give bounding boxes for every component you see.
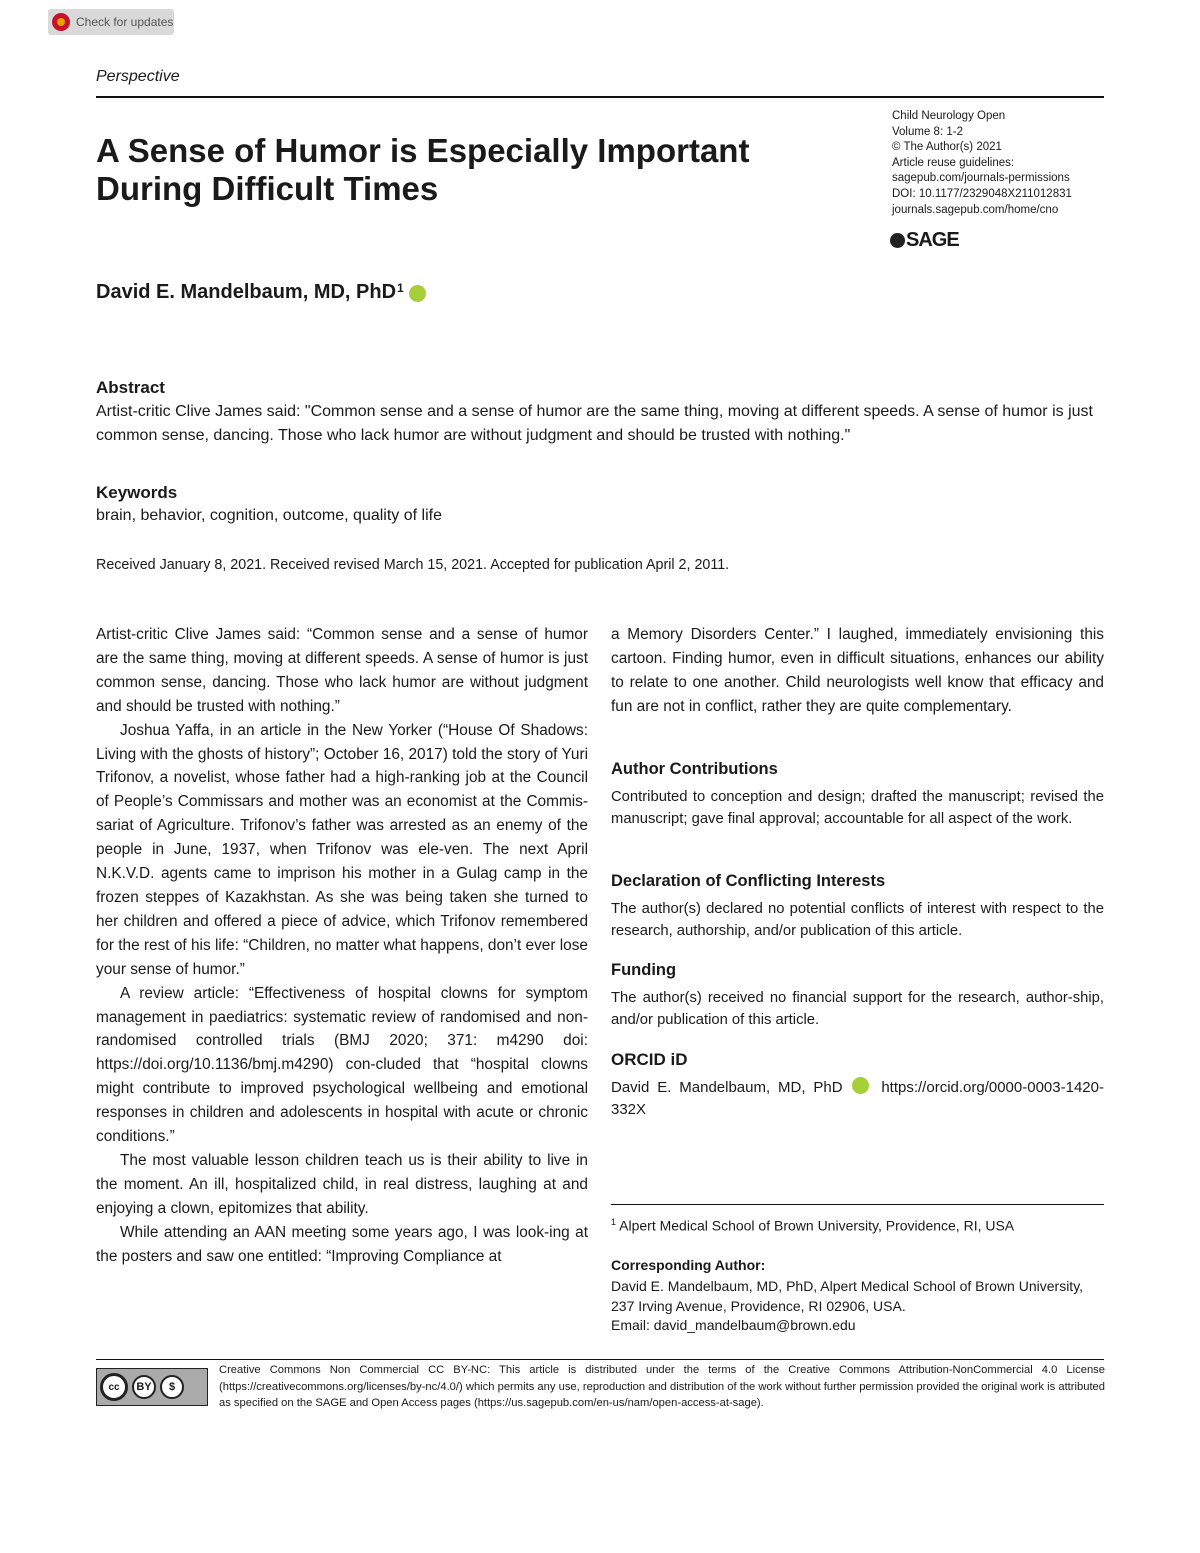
sage-logo (890, 229, 959, 252)
keywords-heading: Keywords (96, 483, 178, 502)
orcid-entry (611, 1077, 1104, 1121)
by-icon: BY (132, 1375, 156, 1399)
check-for-updates-label: Check for updates (76, 15, 174, 29)
journal-name: Child Neurology Open (892, 110, 1006, 122)
body-paragraph: While attending an AAN meeting some years ago, I was look-ing at the posters and saw one entitled: “Improving Compliance at (96, 1223, 588, 1265)
body-left-column (96, 623, 588, 1268)
keywords-text: brain, behavior, cognition, outcome, quality of life (96, 507, 442, 524)
corresponding-line: 237 Irving Avenue, Providence, RI 02906, USA. (611, 1297, 906, 1314)
corresponding-email[interactable]: Email: david_mandelbaum@brown.edu (611, 1317, 856, 1333)
section-label: Perspective (96, 68, 180, 85)
received-dates: Received January 8, 2021. Received revised March 15, 2021. Accepted for publication April 2, 2011. (96, 557, 730, 573)
cc-icon: cc (100, 1373, 128, 1401)
sage-logo-text: SAGE (906, 229, 959, 251)
body-right-column (611, 623, 1104, 719)
corresponding-details (611, 1277, 1111, 1336)
funding-heading: Funding (611, 961, 677, 979)
copyright: © The Author(s) 2021 (892, 141, 1002, 154)
funding-text: The author(s) received no financial support for the research, author-ship, and/or publication of this article. (611, 990, 1104, 1028)
doi[interactable]: DOI: 10.1177/2329048X211012831 (892, 187, 1072, 200)
journal-meta (892, 109, 1112, 218)
article-title: A Sense of Humor is Especially Important During Difficult Times (96, 132, 750, 207)
affiliation-text: Alpert Medical School of Brown University, Providence, RI, USA (619, 1217, 1015, 1234)
header-rule (96, 96, 1104, 98)
body-paragraph: Joshua Yaffa, in an article in the New Yorker (“House Of Shadows: Living with the ghosts of history”; October 16, 2017) told the story of Yuri Trifonov, a novelist, whose father had a high-ranking job at the Council of People’s Commissars and mother was an economist at the Commis-sariat of Agriculture. Trifonov’s father was arrested as an enemy of the people in June, 1937, when Trifonov was ele-ven. The next April N.K.V.D. agents came to imprison his mother in a Gulag camp in the frozen steppes of Kazakhstan. As she was being taken she turned to her children and offered a piece of advice, which Trifonov remembered for the rest of his life: “Children, no matter what happens, don’t ever lose your sense of humor.” (96, 721, 588, 978)
license-text: Creative Commons Non Commercial CC BY-NC: This article is distributed under the terms of the Creative Commons Attribution-NonCommercial 4.0 License (https://creativecommons.org/licenses/by-nc/4.0/) which permits any use, reproduction and distribution of the work without further permission provided the original work is attributed as specified on the SAGE and Open Access pages (https://us.sagepub.com/en-us/nam/open-access-at-sage). (219, 1364, 1105, 1409)
license-rule (96, 1359, 1104, 1360)
body-paragraph: The most valuable lesson children teach us is their ability to live in the moment. An ill, hospitalized child, in real distress, laughing at and enjoying a clown, epitomizes that ability. (96, 1151, 588, 1217)
reuse-link[interactable]: sagepub.com/journals-permissions (892, 172, 1070, 185)
cc-license-badge (96, 1368, 208, 1406)
author-name: David E. Mandelbaum, MD, PhD (96, 281, 397, 303)
nc-icon: $ (160, 1375, 184, 1399)
orcid-icon[interactable] (409, 285, 426, 302)
body-paragraph: a Memory Disorders Center.” I laughed, immediately envisioning this cartoon. Finding humor, even in difficult situations, enhances our ability to relate to one another. Child neurologists well know that efficacy and fun are not in conflict, rather they are quite complementary. (611, 626, 1104, 715)
conflicts-text: The author(s) declared no potential conflicts of interest with respect to the research, authorship, and/or publication of this article. (611, 901, 1104, 939)
check-for-updates-button[interactable] (48, 9, 174, 35)
author-contributions-heading: Author Contributions (611, 760, 778, 778)
corresponding-line: David E. Mandelbaum, MD, PhD, Alpert Medical School of Brown University, (611, 1278, 1084, 1294)
orcid-heading: ORCID iD (611, 1050, 688, 1069)
author-contributions-text: Contributed to conception and design; drafted the manuscript; revised the manuscript; gave final approval; accountable for all aspect of the work. (611, 789, 1104, 827)
orcid-icon[interactable] (852, 1077, 869, 1094)
affiliation-mark: 1 (611, 1217, 617, 1227)
journal-home-link[interactable]: journals.sagepub.com/home/cno (892, 203, 1059, 216)
abstract-heading: Abstract (96, 378, 165, 397)
author-byline (96, 281, 426, 304)
conflicts-heading: Declaration of Conflicting Interests (611, 872, 886, 890)
journal-volume: Volume 8: 1-2 (892, 125, 963, 138)
affiliation-note (611, 1217, 1014, 1234)
corresponding-heading: Corresponding Author: (611, 1257, 766, 1273)
reuse-label: Article reuse guidelines: (892, 156, 1015, 169)
body-paragraph: Artist-critic Clive James said: “Common sense and a sense of humor are the same thing, moving at different speeds. A sense of humor is just common sense, dancing. Those who lack humor are without judgment and should be trusted with nothing.” (96, 626, 588, 715)
abstract-text: Artist-critic Clive James said: "Common sense and a sense of humor are the same thing, moving at different speeds. A sense of humor is just common sense, dancing. Those who lack humor are without judgment and should be trusted with nothing." (96, 403, 1093, 444)
body-paragraph: A review article: “Effectiveness of hospital clowns for symptom management in paediatrics: systematic review of randomised and non-randomised controlled trials (BMJ 2020; 371: m4290 doi: https://doi.org/10.1136/bmj.m4290) con-cluded that “hospital clowns might contribute to improved psychological wellbeing and emotional responses in children and adolescents in hospital with acute or chronic conditions.” (96, 984, 588, 1146)
sage-logo-icon (890, 233, 905, 248)
orcid-author-name: David E. Mandelbaum, MD, PhD (611, 1079, 843, 1096)
orcid-link[interactable]: https://orcid.org/0000-0003-1420-332X (611, 1079, 1104, 1118)
crossmark-icon (52, 13, 70, 31)
affiliation-mark: 1 (397, 281, 404, 295)
footnote-rule (611, 1204, 1104, 1205)
